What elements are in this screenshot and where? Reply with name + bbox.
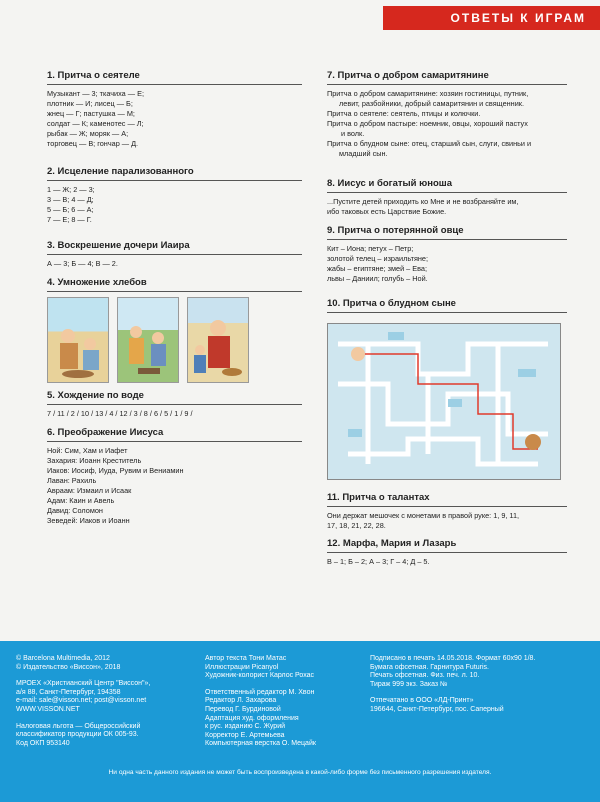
answer-line: Лаван: Рахиль	[47, 476, 97, 485]
section-title: 1. Притча о сеятеле	[47, 70, 302, 85]
loaves-illustration-1	[48, 298, 108, 382]
answer-line: Адам: Каин и Авель	[47, 496, 115, 505]
answer-line: Притча о добром пастыре: ноемник, овцы, хороший пастух	[327, 119, 528, 128]
answer-line: 5 — Б; 6 — А;	[47, 205, 94, 214]
answer-line: младший сын.	[339, 149, 388, 158]
section-title: 3. Воскрешение дочери Иаира	[47, 240, 302, 255]
credit-line: Адаптация худ. оформления	[205, 714, 299, 722]
print-line: 196644, Санкт-Петербург, пос. Саперный	[370, 705, 504, 713]
imprint-line: а/я 88, Санкт-Петербург, 194358	[16, 688, 121, 696]
son-figure	[351, 347, 365, 361]
answer-line: Притча о добром самаритянине: хозяин гостиницы, путник,	[327, 89, 529, 98]
loaves-illustration-3	[188, 298, 248, 382]
answer-line: и волк.	[341, 129, 365, 138]
credit-line: к рус. изданию С. Журий	[205, 723, 286, 731]
answer-line: торговец — В; гончар — Д.	[47, 139, 139, 148]
section-header: ОТВЕТЫ К ИГРАМ	[383, 6, 600, 30]
section-title: 4. Умножение хлебов	[47, 277, 302, 292]
section-title: 2. Исцеление парализованного	[47, 166, 302, 181]
maze-picture	[327, 323, 561, 480]
loaves-illustration-2	[118, 298, 178, 382]
answer-line: 7 — Е; 8 — Г.	[47, 215, 92, 224]
answer-line: Захария: Иоанн Креститель	[47, 456, 142, 465]
answer-line: 7 / 11 / 2 / 10 / 13 / 4 / 12 / 3 / 8 / 6 / 5 / 1 / 9 /	[47, 409, 193, 418]
section-title: 6. Преображение Иисуса	[47, 427, 302, 442]
answer-line: Притча о сеятеле: сеятель, птицы и колючки.	[327, 109, 481, 118]
credit-line: Автор текста Тони Матас	[205, 655, 287, 662]
answer-line: рыбак — Ж; моряк — А;	[47, 129, 129, 138]
section-12	[327, 538, 567, 567]
section-title: 7. Притча о добром самаритянине	[327, 70, 567, 85]
credit-line: Перевод Г. Бурдиновой	[205, 705, 281, 713]
imprint-line: Код ОКП 953140	[16, 739, 70, 747]
father-figure	[525, 434, 541, 450]
section-title: 5. Хождение по воде	[47, 390, 302, 405]
section-title: 9. Притча о потерянной овце	[327, 225, 567, 240]
answer-line: Ной: Сим, Хам и Иафет	[47, 446, 128, 455]
answer-line: ибо таковых есть Царствие Божие.	[327, 207, 447, 216]
footer-print-info	[370, 655, 535, 715]
answer-line: Кит – Иона; петух – Петр;	[327, 244, 414, 253]
section-8	[327, 178, 567, 217]
print-line: Подписано в печать 14.05.2018. Формат 60x90 1/8.	[370, 655, 536, 662]
section-4	[47, 277, 302, 296]
answer-line: Давид: Соломон	[47, 506, 103, 515]
answer-line: левит, разбойники, добрый самаритянин и священник.	[339, 99, 525, 108]
answer-line: 17, 18, 21, 22, 28.	[327, 521, 386, 530]
section-title: 11. Притча о талантах	[327, 492, 567, 507]
answer-line: жабы – египтяне; змей – Ева;	[327, 264, 428, 273]
answer-line: В – 1; Б – 2; А – 3; Г – 4; Д – 5.	[327, 557, 430, 566]
answer-line: львы – Даниил; голубь – Ной.	[327, 274, 428, 283]
section-1	[47, 70, 302, 149]
answer-line: солдат — К; каменотес — Л;	[47, 119, 144, 128]
answer-line: жнец — Г; пастушка — М;	[47, 109, 135, 118]
print-line: Печать офсетная. Физ. печ. л. 10.	[370, 672, 480, 680]
section-10	[327, 298, 567, 317]
section-2	[47, 166, 302, 225]
answer-line: Они держат мешочек с монетами в правой руке: 1, 9, 11,	[327, 511, 520, 520]
answer-line: Иаков: Иосиф, Иуда, Рувим и Вениамин	[47, 466, 184, 475]
print-line: Тираж 999 экз. Заказ №	[370, 680, 448, 688]
section-title: 8. Иисус и богатый юноша	[327, 178, 567, 193]
credit-line: Ответственный редактор М. Хвон	[205, 688, 315, 696]
imprint-line: классификатор продукции ОК 005-93.	[16, 731, 139, 739]
footer-credits	[205, 655, 316, 749]
loaves-picture-3	[187, 297, 249, 383]
credit-line: Компьютерная верстка О. Мецайк	[205, 740, 316, 748]
answer-line: Зеведей: Иаков и Иоанн	[47, 516, 130, 525]
footer-publisher	[16, 655, 150, 748]
imprint-line: Налоговая льгота — Общероссийский	[16, 722, 141, 730]
answer-line: Музыкант — 3; ткачиха — Е;	[47, 89, 144, 98]
credit-line: Редактор Л. Захарова	[205, 697, 277, 705]
section-title: 12. Марфа, Мария и Лазарь	[327, 538, 567, 553]
print-line: Отпечатано в ООО «ЛД-Принт»	[370, 697, 474, 705]
answer-line: Притча о блудном сыне: отец, старший сын, слуги, свиньи и	[327, 139, 532, 148]
section-7	[327, 70, 567, 159]
print-line: Бумага офсетная. Гарнитура Futuris.	[370, 663, 489, 671]
imprint-line: © Издательство «Виссон», 2018	[16, 663, 121, 671]
answer-line: 3 — В; 4 — Д;	[47, 195, 94, 204]
section-3	[47, 240, 302, 269]
copyright-notice: Ни одна часть данного издания не может быть воспроизведена в какой-либо форме без письменного разрешения издателя.	[108, 769, 492, 776]
credit-line: Иллюстрации Picanyol	[205, 663, 279, 671]
loaves-picture-2	[117, 297, 179, 383]
imprint-line: e-mail: sale@visson.net; post@visson.net	[16, 697, 147, 705]
answer-line: ...Пустите детей приходить ко Мне и не возбраняйте им,	[327, 197, 519, 206]
section-5	[47, 390, 302, 419]
answer-line: 1 — Ж; 2 — 3;	[47, 185, 95, 194]
credit-line: Художник-колорист Карлос Рохас	[205, 672, 315, 680]
imprint-line: WWW.VISSON.NET	[16, 705, 80, 713]
answer-line: золотой телец – израильтяне;	[327, 254, 429, 263]
section-6	[47, 427, 302, 526]
maze-illustration	[328, 324, 560, 479]
imprint-line: © Barcelona Multimedia, 2012	[16, 655, 110, 662]
answer-line: А — 3; Б — 4; В — 2.	[47, 259, 118, 268]
loaves-picture-1	[47, 297, 109, 383]
credit-line: Корректор Е. Артемьева	[205, 731, 285, 739]
section-title: 10. Притча о блудном сыне	[327, 298, 567, 313]
section-9	[327, 225, 567, 284]
answer-line: плотник — И; лисец — Б;	[47, 99, 133, 108]
section-11	[327, 492, 567, 531]
imprint-footer	[0, 641, 600, 802]
imprint-line: МРОЕХ «Христианский Центр "Виссон"»,	[16, 680, 151, 688]
answer-line: Авраам: Измаил и Исаак	[47, 486, 132, 495]
